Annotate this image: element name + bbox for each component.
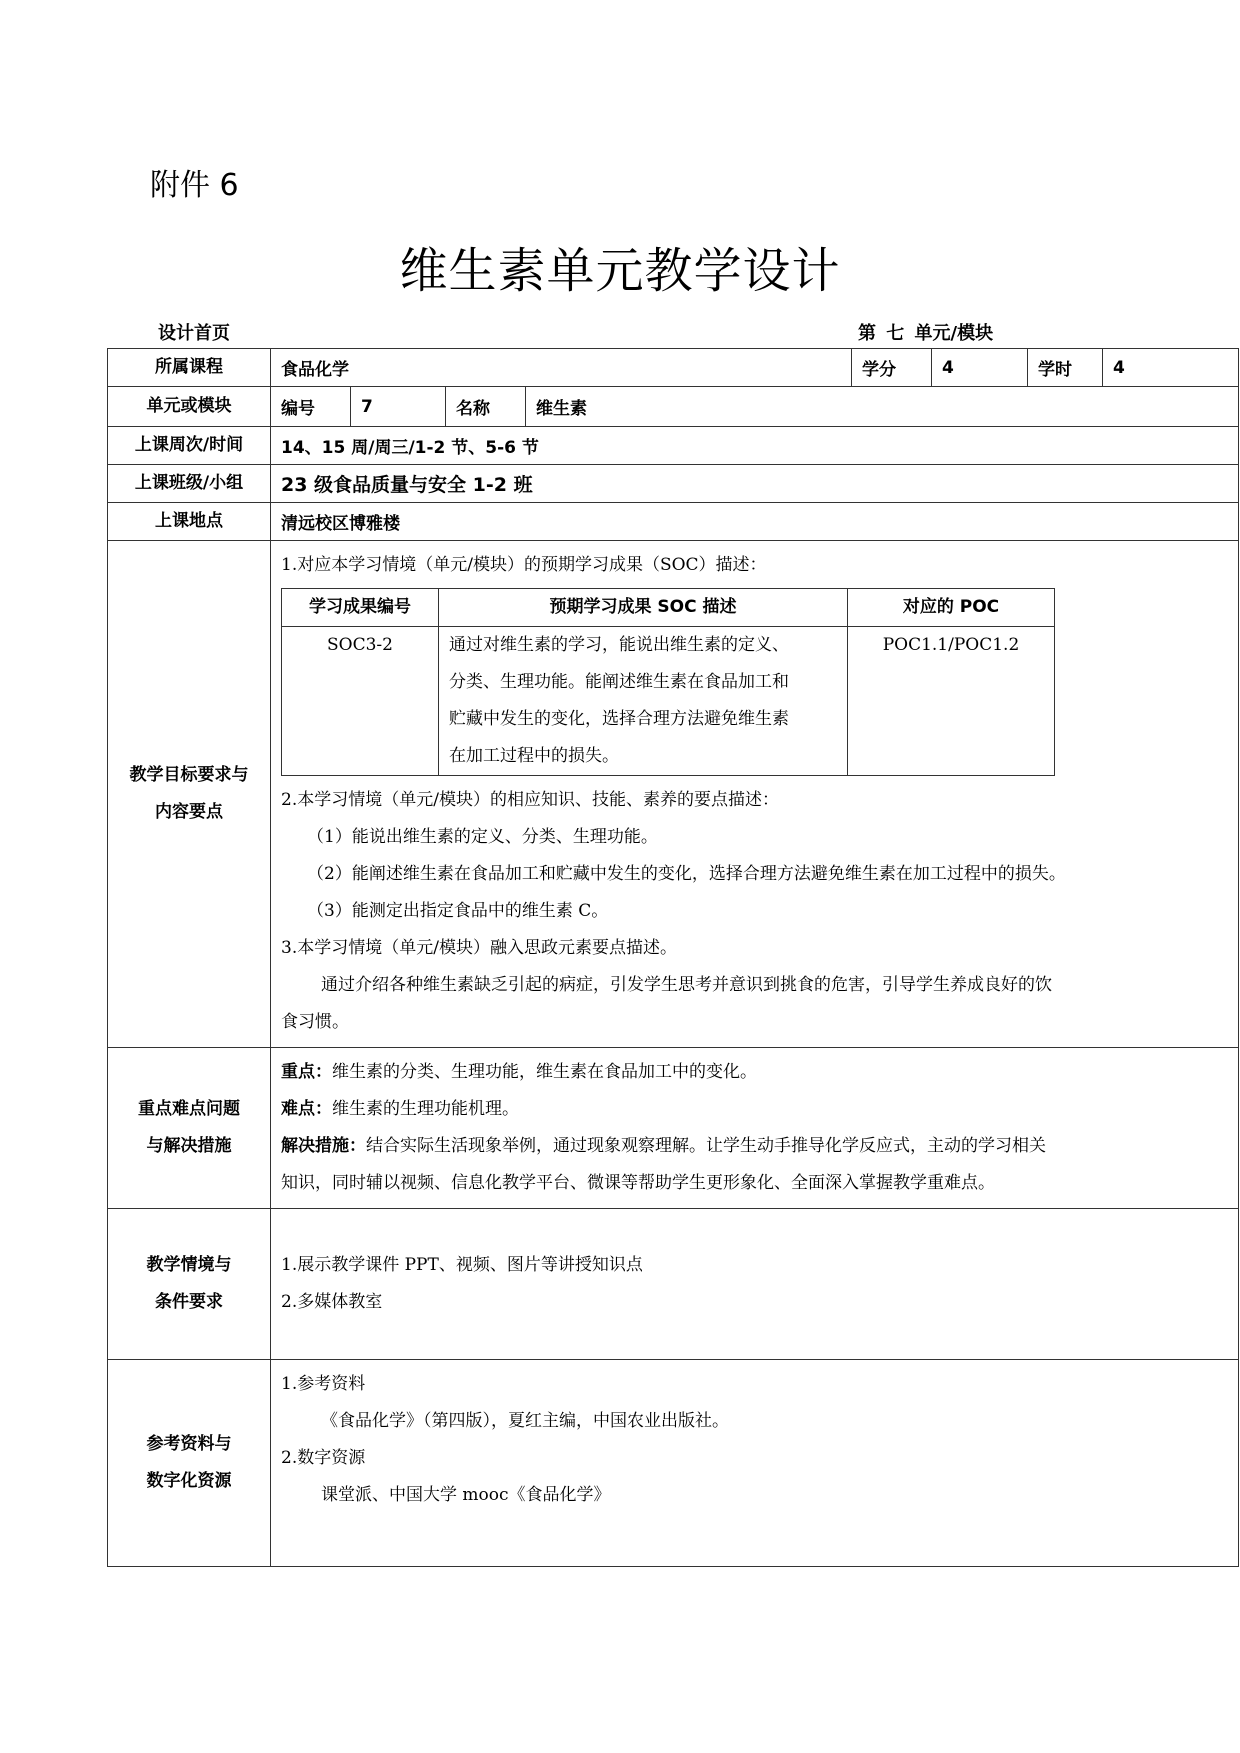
key-points-content [271, 1048, 1239, 1209]
soc-id: SOC3-2 [282, 627, 439, 776]
objectives-content [271, 541, 1239, 1048]
class-value: 23 级食品质量与安全 1-2 班 [271, 465, 1239, 503]
location-label: 上课地点 [108, 503, 271, 541]
schedule-label: 上课周次/时间 [108, 427, 271, 465]
unit-label: 单元或模块 [108, 387, 271, 427]
unit-row [108, 387, 1239, 427]
ideology-text-line2: 食习惯。 [281, 1012, 349, 1032]
key-points-label-line2: 与解决措施 [146, 1136, 232, 1156]
objectives-item3: 3.本学习情境（单元/模块）融入思政元素要点描述。 [281, 938, 677, 958]
course-label: 所属课程 [108, 349, 271, 387]
reference-title: 1.参考资料 [281, 1374, 366, 1394]
ideology-text-line1: 通过介绍各种维生素缺乏引起的病症，引发学生思考并意识到挑食的危害，引导学生养成良好的饮 [321, 975, 1052, 995]
references-row [108, 1360, 1239, 1567]
unit-name-label: 名称 [446, 387, 526, 427]
references-content [271, 1360, 1239, 1567]
difficult-point-line [281, 1091, 1230, 1128]
objectives-label [108, 541, 271, 1048]
solution-line [281, 1128, 1230, 1165]
condition-item: 1.展示教学课件 PPT、视频、图片等讲授知识点 [281, 1255, 643, 1275]
digital-text: 课堂派、中国大学 mooc《食品化学》 [321, 1485, 611, 1505]
design-homepage-label: 设计首页 [158, 323, 230, 344]
soc-desc-line: 贮藏中发生的变化，选择合理方法避免维生素 [449, 709, 789, 729]
course-value: 食品化学 [271, 349, 852, 387]
conditions-label-line2: 条件要求 [155, 1292, 223, 1312]
class-label: 上课班级/小组 [108, 465, 271, 503]
credit-label: 学分 [852, 349, 932, 387]
conditions-row [108, 1209, 1239, 1360]
key-points-label [108, 1048, 271, 1209]
soc-poc: POC1.1/POC1.2 [848, 627, 1055, 776]
conditions-label [108, 1209, 271, 1360]
references-label-line2: 数字化资源 [146, 1471, 232, 1491]
class-row [108, 465, 1239, 503]
key-point-text: 维生素的分类、生理功能，维生素在食品加工中的变化。 [332, 1062, 757, 1082]
hours-label: 学时 [1028, 349, 1103, 387]
soc-header-row [282, 589, 1055, 627]
digital-title: 2.数字资源 [281, 1448, 366, 1468]
objectives-item1: 1.对应本学习情境（单元/模块）的预期学习成果（SOC）描述： [281, 555, 767, 575]
soc-header-desc: 预期学习成果 SOC 描述 [439, 589, 848, 627]
hours-value: 4 [1103, 349, 1239, 387]
solution-text: 结合实际生活现象举例，通过现象观察理解。让学生动手推导化学反应式，主动的学习相关 [366, 1136, 1046, 1156]
solution-label: 解决措施： [281, 1136, 366, 1156]
references-label-line1: 参考资料与 [146, 1434, 232, 1454]
objectives-item2: 2.本学习情境（单元/模块）的相应知识、技能、素养的要点描述： [281, 790, 779, 810]
soc-header-poc: 对应的 POC [848, 589, 1055, 627]
soc-header-id: 学习成果编号 [282, 589, 439, 627]
key-point-line [281, 1054, 1230, 1091]
unit-number-label: 编号 [271, 387, 351, 427]
solution-line2: 知识，同时辅以视频、信息化教学平台、微课等帮助学生更形象化、全面深入掌握教学重难点。 [281, 1173, 995, 1193]
objectives-point: （1）能说出维生素的定义、分类、生理功能。 [307, 827, 658, 847]
soc-desc-line: 在加工过程中的损失。 [449, 746, 619, 766]
annex-label: 附件 6 [150, 168, 239, 203]
unit-number-value: 7 [351, 387, 446, 427]
key-points-row [108, 1048, 1239, 1209]
soc-desc-line: 通过对维生素的学习，能说出维生素的定义、 [449, 635, 789, 655]
objectives-point: （2）能阐述维生素在食品加工和贮藏中发生的变化，选择合理方法避免维生素在加工过程中的损失。 [307, 864, 1066, 884]
conditions-content [271, 1209, 1239, 1360]
difficult-point-label: 难点： [281, 1099, 332, 1119]
location-row [108, 503, 1239, 541]
conditions-label-line1: 教学情境与 [146, 1255, 232, 1275]
soc-row [282, 627, 1055, 776]
schedule-row [108, 427, 1239, 465]
soc-table [281, 588, 1055, 776]
key-points-label-line1: 重点难点问题 [138, 1099, 240, 1119]
reference-text: 《食品化学》（第四版），夏红主编，中国农业出版社。 [321, 1411, 729, 1431]
objectives-row [108, 541, 1239, 1048]
references-label [108, 1360, 271, 1567]
key-point-label: 重点： [281, 1062, 332, 1082]
unit-number-label: 第 七 单元/模块 [858, 323, 994, 344]
unit-name-value: 维生素 [526, 387, 1239, 427]
soc-desc [439, 627, 848, 776]
page-title: 维生素单元教学设计 [399, 243, 841, 299]
difficult-point-text: 维生素的生理功能机理。 [332, 1099, 519, 1119]
soc-desc-line: 分类、生理功能。能阐述维生素在食品加工和 [449, 672, 789, 692]
credit-value: 4 [932, 349, 1028, 387]
design-table [107, 348, 1239, 1567]
course-row [108, 349, 1239, 387]
condition-item: 2.多媒体教室 [281, 1292, 383, 1312]
objectives-label-line1: 教学目标要求与 [129, 765, 249, 785]
objectives-point: （3）能测定出指定食品中的维生素 C。 [307, 901, 609, 921]
location-value: 清远校区博雅楼 [271, 503, 1239, 541]
schedule-value: 14、15 周/周三/1-2 节、5-6 节 [271, 427, 1239, 465]
objectives-label-line2: 内容要点 [155, 802, 223, 822]
